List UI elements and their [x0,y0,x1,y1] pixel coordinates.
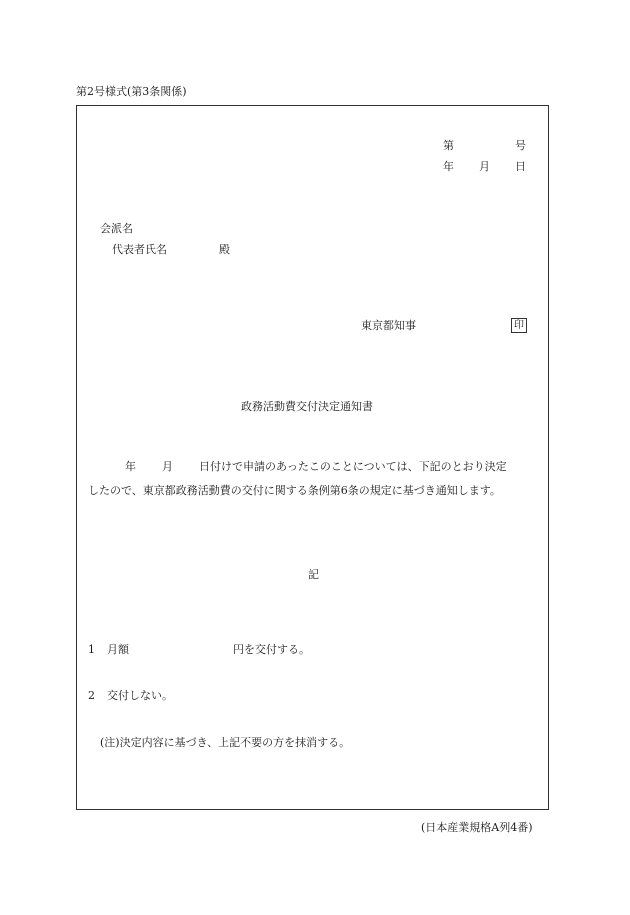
item-1-number: 1 [88,643,95,656]
number-dai: 第 [443,139,454,152]
document-frame [76,105,549,810]
number-go: 号 [515,139,526,152]
issuer-title: 東京都知事 [361,319,416,332]
item-1-label: 月額 [107,643,129,656]
ki-heading: 記 [308,568,319,581]
item-2-label: 交付しない。 [107,689,173,702]
body-line1-rest: 日付けで申請のあったこのことについては、下記のとおり決定 [199,460,507,473]
document-title: 政務活動費交付決定通知書 [241,400,373,413]
body-tsuki: 月 [162,460,173,473]
body-nen: 年 [125,460,136,473]
item-2-number: 2 [88,689,95,702]
form-header: 第2号様式(第3条関係) [76,85,187,98]
body-line2: したので、東京都政務活動費の交付に関する条例第6条の規定に基づき通知します。 [88,484,501,497]
party-name-label: 会派名 [100,222,133,235]
date-hi: 日 [515,160,526,173]
note: (注)決定内容に基づき、上記不要の方を抹消する。 [100,736,351,749]
footer-standard: (日本産業規格A列4番) [421,821,533,834]
item-1-suffix: 円を交付する。 [233,643,310,656]
honorific-dono: 殿 [219,243,230,256]
date-tsuki: 月 [479,160,490,173]
seal-stamp: 印 [511,318,527,333]
representative-label: 代表者氏名 [112,243,167,256]
date-nen: 年 [443,160,454,173]
